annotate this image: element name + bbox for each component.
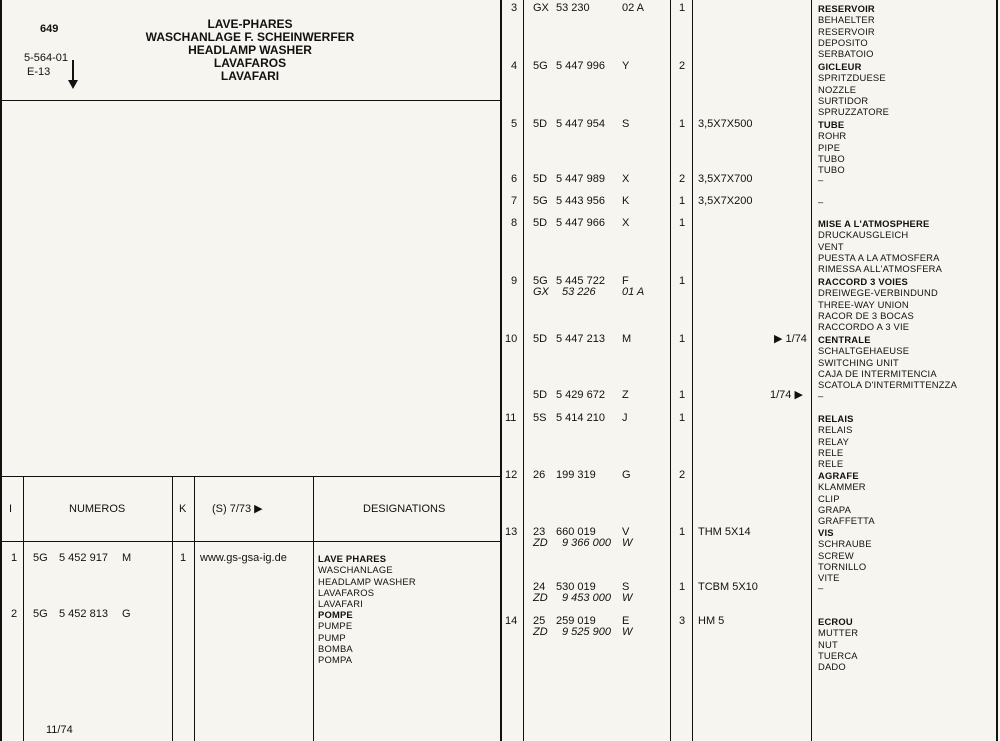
row-suffix: F xyxy=(622,275,629,287)
ref-code: 5-564-01 xyxy=(24,52,69,64)
left-table-head-bottom xyxy=(0,541,502,542)
desig-line: SCHALTGEHAEUSE xyxy=(818,345,910,357)
row-suffix: J xyxy=(622,412,628,424)
desig-line: ROHR xyxy=(818,130,847,142)
left-col-sep-2 xyxy=(172,476,173,741)
row-designations xyxy=(318,609,353,665)
col-header-designations: DESIGNATIONS xyxy=(363,503,446,515)
title-fr: LAVE-PHARES xyxy=(207,17,293,31)
row-part-number: 259 019 xyxy=(556,615,596,627)
row-dimension: THM 5X14 xyxy=(698,526,751,538)
desig-line: RELAIS xyxy=(818,413,854,424)
arrow-down-icon xyxy=(66,60,80,90)
desig-line: CENTRALE xyxy=(818,334,871,345)
col-header-date: (S) 7/73 ▶ xyxy=(212,503,263,515)
desig-line: VITE xyxy=(818,572,840,584)
title-it: LAVAFARI xyxy=(220,69,280,83)
desig-line: GRAFFETTA xyxy=(818,515,875,527)
row-quantity: 1 xyxy=(679,217,686,229)
row-dimension: 3,5X7X700 xyxy=(698,173,753,185)
row-part-number: 199 319 xyxy=(556,469,596,481)
row-part-number: 530 019 xyxy=(556,581,596,593)
row-prefix: 5G xyxy=(33,608,48,620)
row-dimension: TCBM 5X10 xyxy=(698,581,758,593)
row-index: 1 xyxy=(11,552,18,564)
desig-line: AGRAFE xyxy=(818,470,859,481)
row-index: 6 xyxy=(511,173,518,185)
row-quantity: 1 xyxy=(679,412,686,424)
row-index: 4 xyxy=(511,60,518,72)
desig-line: VIS xyxy=(818,527,834,538)
right-col-sep-1 xyxy=(523,0,524,741)
desig-line: DADO xyxy=(818,661,846,673)
row-index: 2 xyxy=(11,608,18,620)
row-quantity: 1 xyxy=(679,581,686,593)
row-part-number: 5 447 966 xyxy=(556,217,605,229)
row-dimension: HM 5 xyxy=(698,615,725,627)
desig-line: BEHAELTER xyxy=(818,14,875,26)
row-part-number: 5 447 996 xyxy=(556,60,605,72)
header-titles xyxy=(130,18,370,83)
desig-line: SWITCHING UNIT xyxy=(818,356,899,368)
row-prefix: 25 xyxy=(533,615,546,627)
row-quantity: 2 xyxy=(679,173,686,185)
ref-sub: E-13 xyxy=(27,66,51,78)
header-divider xyxy=(0,100,502,101)
desig-line: PIPE xyxy=(818,141,841,153)
row-index: 10 xyxy=(505,333,518,345)
desig-line: CLIP xyxy=(818,492,840,504)
row-k: 1 xyxy=(180,552,187,564)
row-prefix: 5D xyxy=(533,389,548,401)
row-suffix: X xyxy=(622,217,630,229)
desig-line: MISE A L'ATMOSPHERE xyxy=(818,218,930,229)
row-suffix: K xyxy=(622,195,630,207)
row-suffix: G xyxy=(622,469,631,481)
center-divider xyxy=(500,0,502,741)
row-part-number: 660 019 xyxy=(556,526,596,538)
row-alt-suffix: 01 A xyxy=(622,286,645,298)
desig-line: TUBE xyxy=(818,119,845,130)
title-en: HEADLAMP WASHER xyxy=(188,43,312,57)
row-prefix: 5S xyxy=(533,412,547,424)
desig-line: RACOR DE 3 BOCAS xyxy=(818,309,914,321)
desig-line: PUMP xyxy=(318,631,346,643)
row-alt-prefix: ZD xyxy=(533,592,548,604)
desig-line: RELE xyxy=(818,458,844,470)
desig-line: DRUCKAUSGLEICH xyxy=(818,229,909,241)
row-prefix: 23 xyxy=(533,526,546,538)
row-prefix: 26 xyxy=(533,469,546,481)
row-index: 5 xyxy=(511,118,518,130)
desig-line: SPRITZDUESE xyxy=(818,72,886,84)
row-part-number: 5 414 210 xyxy=(556,412,605,424)
desig-line: TORNILLO xyxy=(818,560,867,572)
left-table-top xyxy=(0,476,502,477)
row-suffix: Y xyxy=(622,60,630,72)
desig-line: GICLEUR xyxy=(818,61,862,72)
row-prefix: 5D xyxy=(533,333,548,345)
desig-line: THREE-WAY UNION xyxy=(818,298,909,310)
desig-line: CAJA DE INTERMITENCIA xyxy=(818,367,937,379)
row-suffix: M xyxy=(622,333,632,345)
left-col-sep-4 xyxy=(313,476,314,741)
row-part-number: 5 443 956 xyxy=(556,195,605,207)
left-col-sep-3 xyxy=(194,476,195,741)
left-border xyxy=(0,0,2,741)
footer-date: 11/74 xyxy=(46,724,73,736)
desig-line: PUESTA A LA ATMOSFERA xyxy=(818,251,940,263)
row-index: 12 xyxy=(505,469,518,481)
desig-line: – xyxy=(818,196,824,207)
desig-line: RACCORDO A 3 VIE xyxy=(818,321,910,333)
row-alt-suffix: W xyxy=(622,537,633,549)
desig-line: MUTTER xyxy=(818,627,859,639)
row-index: 7 xyxy=(511,195,518,207)
desig-line: TUERCA xyxy=(818,649,858,661)
row-alt-prefix: ZD xyxy=(533,626,548,638)
row-alt-prefix: ZD xyxy=(533,537,548,549)
row-prefix: 5G xyxy=(533,195,548,207)
desig-line: RESERVOIR xyxy=(818,3,875,14)
row-alt-number: 9 366 000 xyxy=(562,537,611,549)
desig-line: RESERVOIR xyxy=(818,25,875,37)
row-part-number: 5 429 672 xyxy=(556,389,605,401)
row-suffix: X xyxy=(622,173,630,185)
row-index: 11 xyxy=(505,412,517,424)
desig-line: TUBO xyxy=(818,164,845,176)
desig-line: ECROU xyxy=(818,616,853,627)
row-prefix: 24 xyxy=(533,581,546,593)
desig-line: BOMBA xyxy=(318,642,353,654)
desig-line: SCATOLA D'INTERMITTENZZA xyxy=(818,379,958,391)
desig-line: SURTIDOR xyxy=(818,94,869,106)
row-index: 13 xyxy=(505,526,518,538)
row-prefix: 5G xyxy=(533,60,548,72)
desig-line: SCHRAUBE xyxy=(818,538,872,550)
row-alt-number: 9 525 900 xyxy=(562,626,611,638)
col-header-numeros: NUMEROS xyxy=(69,503,126,515)
row-alt-number: 53 226 xyxy=(562,286,596,298)
row-part-number: 5 447 954 xyxy=(556,118,605,130)
title-de: WASCHANLAGE F. SCHEINWERFER xyxy=(145,30,355,44)
desig-line: RELAIS xyxy=(818,424,853,436)
row-prefix: 5D xyxy=(533,173,548,185)
row-part-number: 53 230 xyxy=(556,2,590,14)
row-suffix: S xyxy=(622,581,630,593)
row-quantity: 1 xyxy=(679,526,686,538)
row-part-number: 5 452 917 xyxy=(59,552,108,564)
right-col-sep-2 xyxy=(670,0,671,741)
row-prefix: 5G xyxy=(533,275,548,287)
desig-line: NOZZLE xyxy=(818,83,857,95)
row-suffix: S xyxy=(622,118,630,130)
row-suffix: Z xyxy=(622,389,629,401)
row-dimension: 3,5X7X500 xyxy=(698,118,753,130)
row-prefix: GX xyxy=(533,2,549,14)
row-index: 8 xyxy=(511,217,518,229)
desig-line: – xyxy=(818,390,824,401)
desig-line: PUMPE xyxy=(318,620,353,632)
row-quantity: 3 xyxy=(679,615,686,627)
desig-line: – xyxy=(818,582,824,593)
row-part-number: 5 445 722 xyxy=(556,275,605,287)
row-suffix: M xyxy=(122,552,132,564)
right-col-sep-3 xyxy=(692,0,693,741)
watermark-url: www.gs-gsa-ig.de xyxy=(200,552,287,564)
row-part-number: 5 452 813 xyxy=(59,608,108,620)
row-prefix: 5G xyxy=(33,552,48,564)
row-prefix: 5D xyxy=(533,118,548,130)
desig-line: VENT xyxy=(818,240,844,252)
row-quantity: 1 xyxy=(679,333,686,345)
row-index: 3 xyxy=(511,2,518,14)
desig-line: KLAMMER xyxy=(818,481,866,493)
right-col-sep-4 xyxy=(811,0,812,741)
row-suffix: 02 A xyxy=(622,2,645,14)
desig-line: LAVAFARI xyxy=(318,598,364,610)
desig-line: SPRUZZATORE xyxy=(818,106,890,118)
row-suffix: G xyxy=(122,608,131,620)
row-quantity: 2 xyxy=(679,60,686,72)
row-alt-suffix: W xyxy=(622,626,633,638)
desig-line: DEPOSITO xyxy=(818,36,868,48)
row-index: 14 xyxy=(505,615,518,627)
row-quantity: 2 xyxy=(679,469,686,481)
row-quantity: 1 xyxy=(679,118,686,130)
desig-line: TUBO xyxy=(818,152,845,164)
desig-line: GRAPA xyxy=(818,503,852,515)
row-index: 9 xyxy=(511,275,518,287)
title-es: LAVAFAROS xyxy=(213,56,287,70)
page-number: 649 xyxy=(40,23,59,35)
row-quantity: 1 xyxy=(679,195,686,207)
row-designations xyxy=(318,553,416,609)
row-part-number: 5 447 213 xyxy=(556,333,605,345)
desig-line: RELAY xyxy=(818,435,850,447)
row-alt-number: 9 453 000 xyxy=(562,592,611,604)
row-date-note: 1/74 ▶ xyxy=(770,389,803,401)
desig-line: SERBATOIO xyxy=(818,48,874,60)
desig-line: RELE xyxy=(818,446,844,458)
row-prefix: 5D xyxy=(533,217,548,229)
desig-line: POMPE xyxy=(318,609,353,620)
col-header-k: K xyxy=(179,503,187,515)
desig-line: HEADLAMP WASHER xyxy=(318,575,416,587)
desig-line: – xyxy=(818,174,824,185)
desig-line: POMPA xyxy=(318,654,353,666)
desig-line: RACCORD 3 VOIES xyxy=(818,276,908,287)
col-header-i: I xyxy=(9,503,13,515)
row-date-note: ▶ 1/74 xyxy=(774,333,807,345)
desig-line: WASCHANLAGE xyxy=(318,564,393,576)
row-part-number: 5 447 989 xyxy=(556,173,605,185)
row-suffix: V xyxy=(622,526,630,538)
right-border xyxy=(996,0,998,741)
desig-line: DREIWEGE-VERBINDUND xyxy=(818,287,938,299)
desig-line: NUT xyxy=(818,638,838,650)
desig-line: RIMESSA ALL'ATMOSFERA xyxy=(818,263,943,275)
desig-line: LAVAFAROS xyxy=(318,586,375,598)
row-quantity: 1 xyxy=(679,389,686,401)
row-quantity: 1 xyxy=(679,2,686,14)
desig-line: LAVE PHARES xyxy=(318,553,387,564)
row-suffix: E xyxy=(622,615,630,627)
row-alt-prefix: GX xyxy=(533,286,549,298)
desig-line: SCREW xyxy=(818,549,854,561)
left-col-sep-1 xyxy=(23,476,24,741)
row-quantity: 1 xyxy=(679,275,686,287)
row-alt-suffix: W xyxy=(622,592,633,604)
row-dimension: 3,5X7X200 xyxy=(698,195,753,207)
